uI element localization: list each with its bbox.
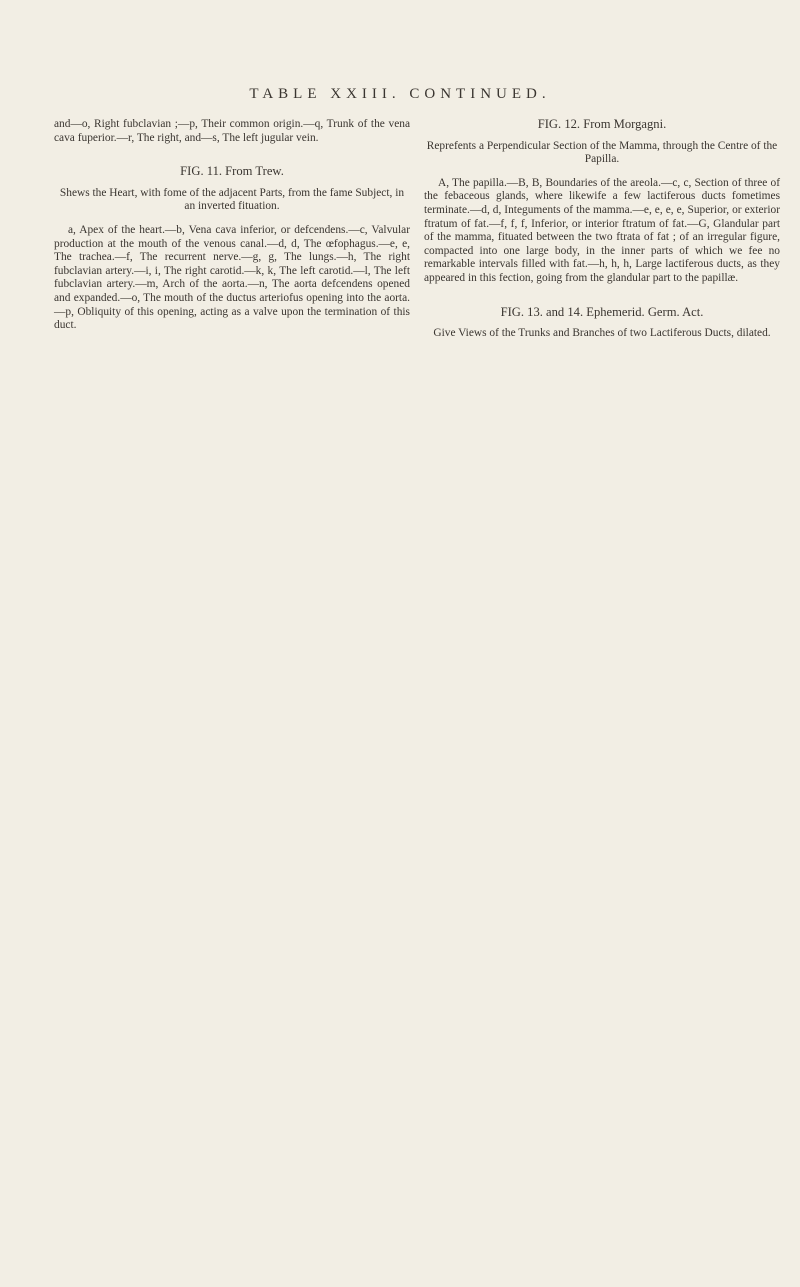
fig13-heading: FIG. 13. and 14. Ephemerid. Germ. Act. [500,304,704,319]
fig12-body: A, The papilla.—B, B, Boundaries of the areola.—c, c, Section of three of the febaceous glands, where likewife a few lactiferous ducts fometimes terminate.—d, d, Integuments of the mamma.—e, e, e, e, Superior, or exterior ftratum of fat.—f, f, f, Inferior, or interior ftratum of fat.—G, Glandular part of the mamma, fituated between the two ftrata of fat ; of an irregular figure, compacted into one large body, in the inner parts of which we fee no remarkable intervals filled with fat.—h, h, h, Large lactiferous ducts, as they appeared in this fection, going from the glandular part to the papillæ. [424,176,780,284]
fig11-heading: FIG. 11. From Trew. [180,164,284,179]
left-column [54,118,410,343]
continuation-paragraph: and—o, Right fubclavian ;—p, Their common origin.—q, Trunk of the vena cava fuperior.—r, The right, and—s, The left jugular vein. [54,118,410,144]
fig12-description: Reprefents a Perpendicular Section of the Mamma, through the Centre of the Papilla. [426,139,778,166]
fig11-description: Shews the Heart, with fome of the adjacent Parts, from the fame Subject, in an inverted fituation. [59,186,405,213]
fig12-heading: FIG. 12. From Morgagni. [537,117,667,131]
fig13-description: Give Views of the Trunks and Branches of two Lactiferous Ducts, dilated. [433,327,771,340]
page-title: TABLE XXIII. CONTINUED. [249,86,551,102]
fig11-body: a, Apex of the heart.—b, Vena cava inferior, or defcendens.—c, Valvular production at the mouth of the venous canal.—d, d, The œfophagus.—e, e, The trachea.—f, The recurrent nerve.—g, g, The lungs.—h, The right fubclavian artery.—i, i, The right carotid.—k, k, The left carotid.—l, The left fubclavian artery.—m, Arch of the aorta.—n, The aorta defcendens opened and expanded.—o, The mouth of the ductus arteriofus opening into the aorta.—p, Obliquity of this opening, acting as a valve upon the termination of this duct. [54,223,410,332]
right-column [424,118,780,351]
